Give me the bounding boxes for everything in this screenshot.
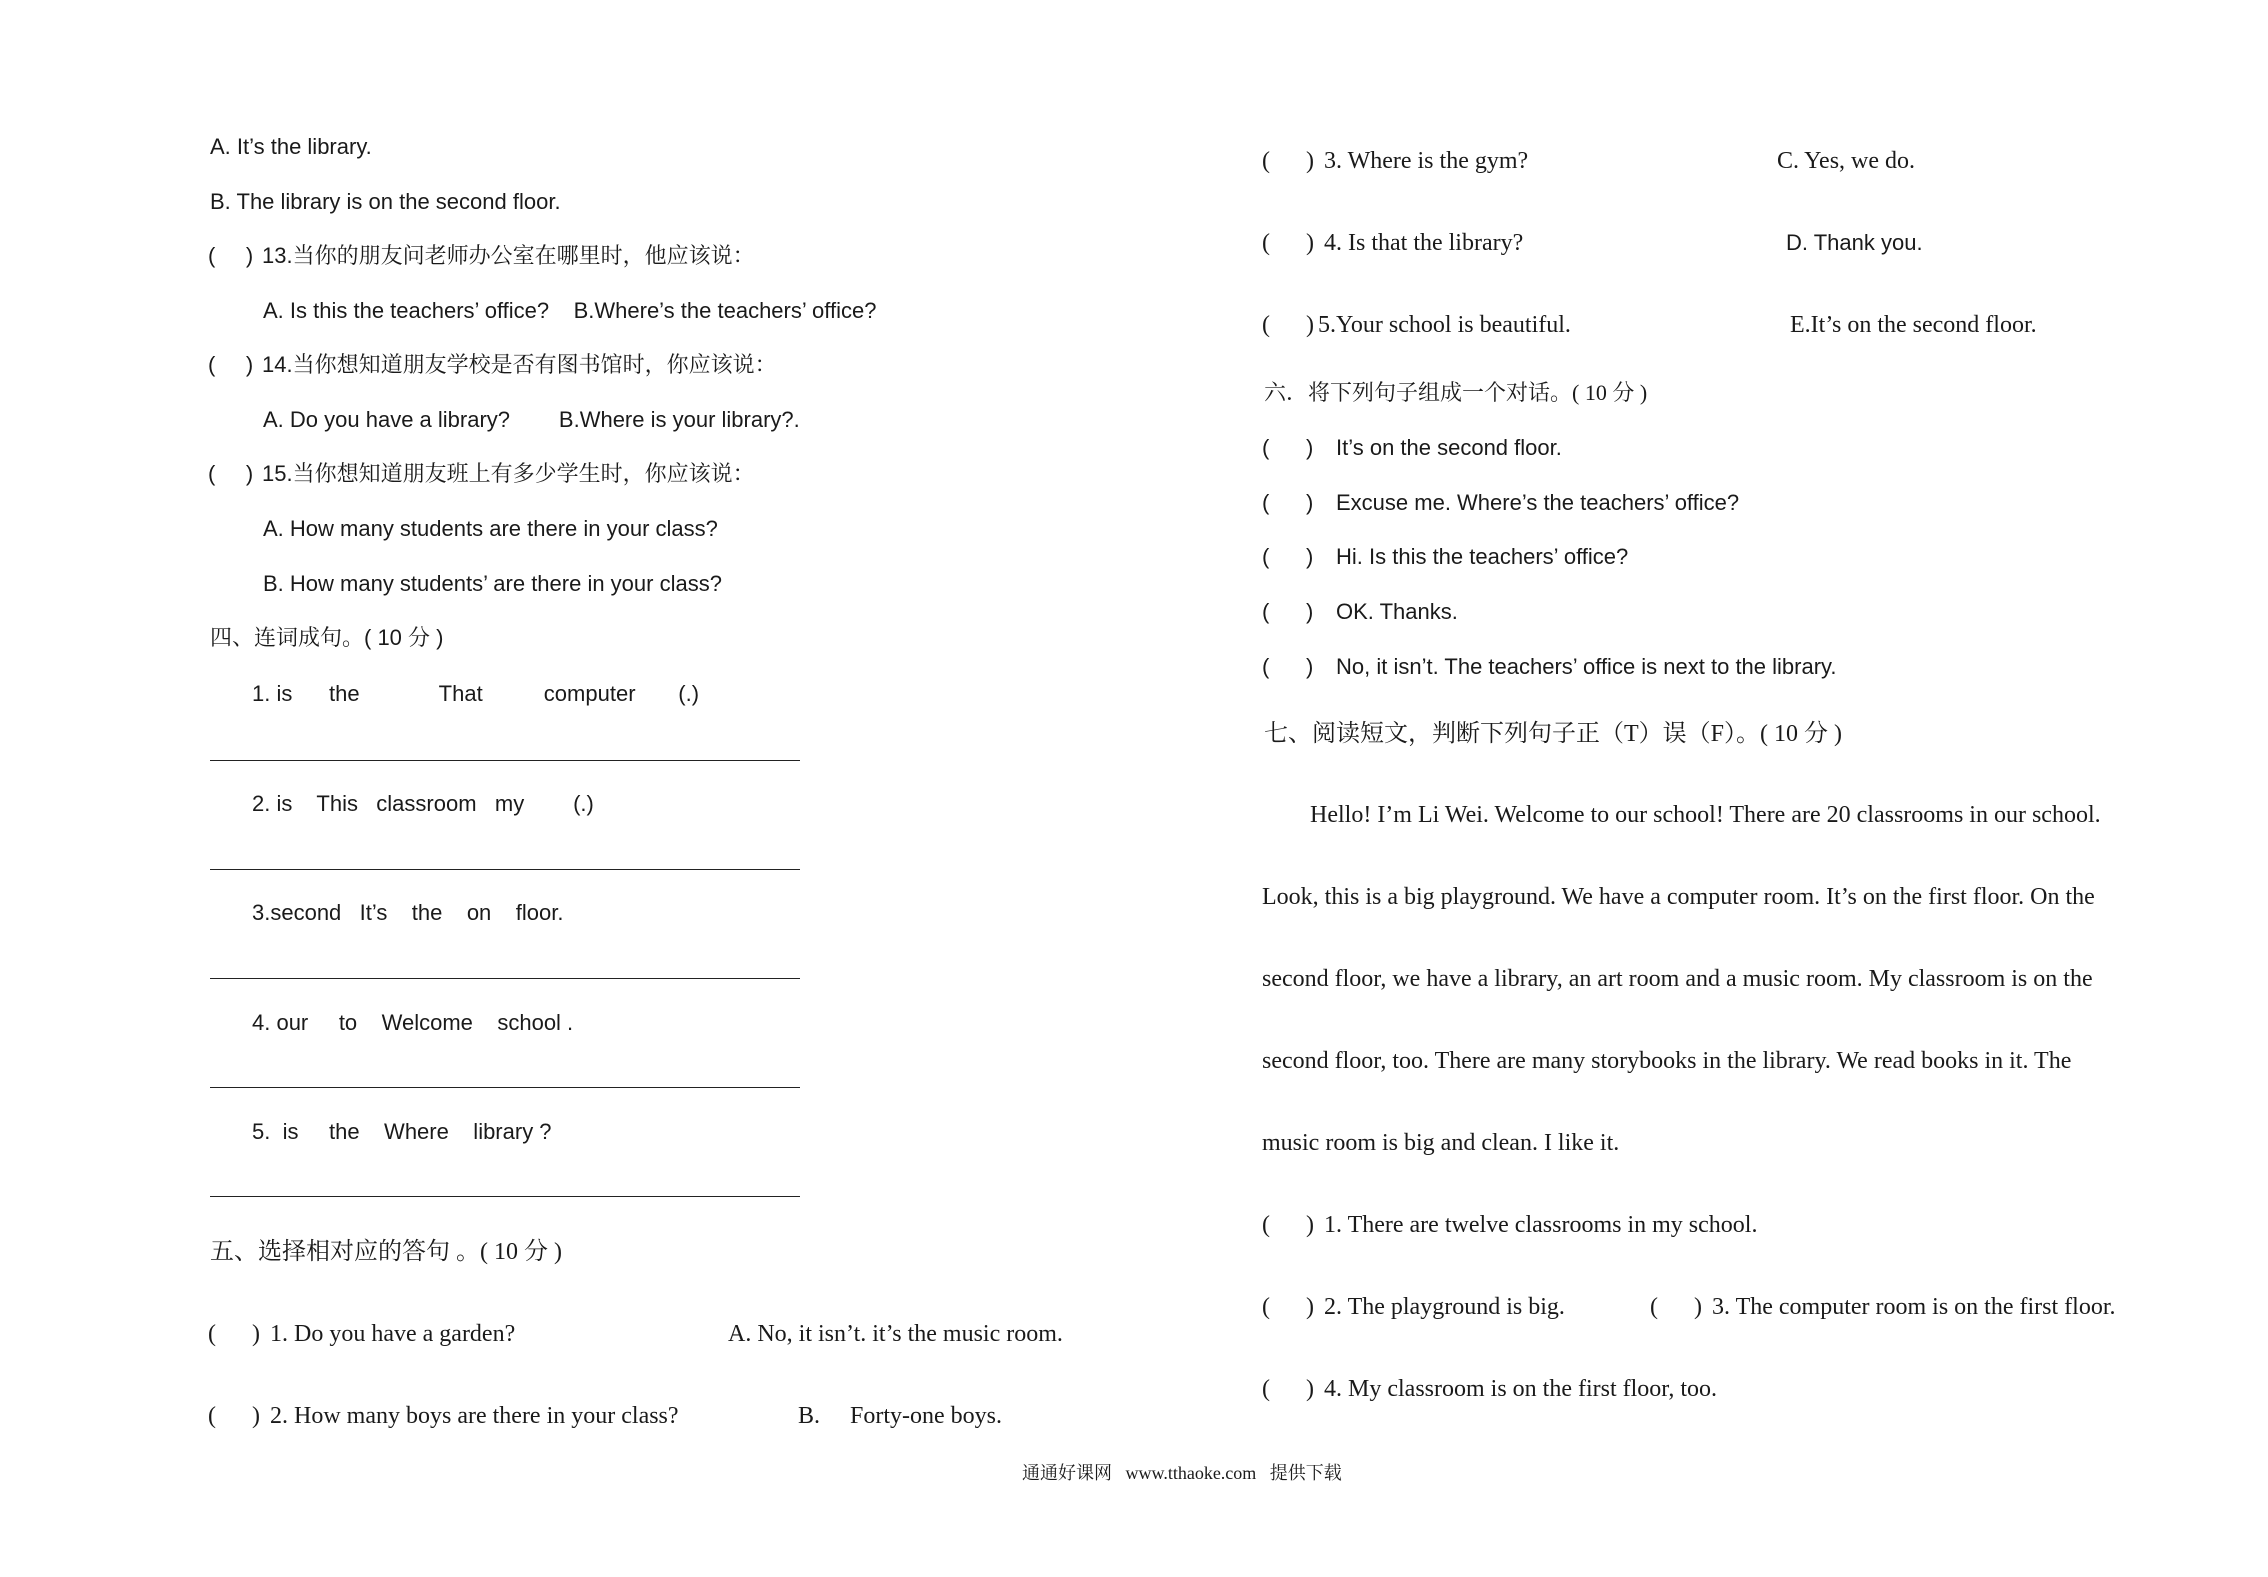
- sec5-question-4: 4. Is that the library?: [1324, 230, 1524, 256]
- answer-line[interactable]: [210, 1196, 800, 1197]
- word-order-item: 1. is the That computer (.): [252, 681, 700, 706]
- tf-statement-3: 3. The computer room is on the first floor.: [1712, 1294, 2116, 1320]
- dialogue-sentence: No, it isn’t. The teachers’ office is next to the library.: [1336, 654, 1837, 679]
- answer-blank[interactable]: ( ): [1262, 1376, 1314, 1402]
- sec5-answer-d: D. Thank you.: [1786, 230, 1923, 255]
- passage-line: Look, this is a big playground. We have a computer room. It’s on the first floor. On the: [1262, 884, 2095, 910]
- answer-blank[interactable]: ( ): [1262, 148, 1314, 174]
- tf-statement-4: 4. My classroom is on the first floor, too.: [1324, 1376, 1717, 1402]
- answer-blank[interactable]: ( ): [208, 1403, 260, 1429]
- sec5-question-3: 3. Where is the gym?: [1324, 148, 1529, 174]
- answer-blank[interactable]: ( ): [1262, 1294, 1314, 1320]
- sec5-answer-a: A. No, it isn’t. it’s the music room.: [728, 1321, 1063, 1347]
- answer-line[interactable]: [210, 1087, 800, 1088]
- answer-blank[interactable]: ( ): [208, 461, 254, 486]
- dialogue-sentence: Excuse me. Where’s the teachers’ office?: [1336, 490, 1740, 515]
- answer-blank[interactable]: ( ): [1262, 599, 1314, 624]
- q13-options: A. Is this the teachers’ office? B.Where’s the teachers’ office?: [263, 298, 877, 323]
- answer-blank[interactable]: ( ): [1650, 1294, 1702, 1320]
- answer-blank[interactable]: ( ): [1262, 490, 1314, 515]
- answer-blank[interactable]: ( ): [1262, 230, 1314, 256]
- q12-option-a: A. It’s the library.: [210, 134, 372, 159]
- passage-line: Hello! I’m Li Wei. Welcome to our school! There are 20 classrooms in our school.: [1310, 802, 2101, 828]
- answer-blank[interactable]: ( ): [208, 1321, 260, 1347]
- passage-line: second floor, too. There are many storybooks in the library. We read books in it. The: [1262, 1048, 2072, 1074]
- q13-text: 13.当你的朋友问老师办公室在哪里时，他应该说：: [262, 243, 755, 268]
- sec5-answer-e: E.It’s on the second floor.: [1790, 312, 2037, 338]
- word-order-item: 5. is the Where library ?: [252, 1119, 552, 1144]
- answer-blank[interactable]: ( ): [1262, 435, 1314, 460]
- section-6-title: 六．将下列句子组成一个对话。( 10 分 ): [1264, 380, 1648, 405]
- q15-option-a: A. How many students are there in your class?: [263, 516, 718, 541]
- answer-blank[interactable]: ( ): [1262, 544, 1314, 569]
- page-footer: 通通好课网 www.tthaoke.com 提供下载: [1022, 1463, 1342, 1483]
- q14-options: A. Do you have a library? B.Where is your library?.: [263, 407, 800, 432]
- section-4-title: 四、连词成句。( 10 分 ): [210, 625, 444, 650]
- answer-blank[interactable]: ( ): [1262, 312, 1314, 338]
- answer-blank[interactable]: ( ): [1262, 654, 1314, 679]
- q12-option-b: B. The library is on the second floor.: [210, 189, 561, 214]
- dialogue-sentence: It’s on the second floor.: [1336, 435, 1562, 460]
- sec5-question-5: 5.Your school is beautiful.: [1318, 312, 1571, 338]
- word-order-item: 4. our to Welcome school .: [252, 1010, 574, 1035]
- sec5-answer-b: B. Forty-one boys.: [798, 1403, 1002, 1429]
- answer-line[interactable]: [210, 869, 800, 870]
- sec5-question-1: 1. Do you have a garden?: [270, 1321, 516, 1347]
- sec5-question-2: 2. How many boys are there in your class?: [270, 1403, 679, 1429]
- answer-blank[interactable]: ( ): [1262, 1212, 1314, 1238]
- tf-statement-1: 1. There are twelve classrooms in my school.: [1324, 1212, 1758, 1238]
- answer-line[interactable]: [210, 978, 800, 979]
- answer-blank[interactable]: ( ): [208, 243, 254, 268]
- dialogue-sentence: OK. Thanks.: [1336, 599, 1458, 624]
- word-order-item: 3.second It’s the on floor.: [252, 900, 564, 925]
- answer-blank[interactable]: ( ): [208, 352, 254, 377]
- passage-line: second floor, we have a library, an art room and a music room. My classroom is on the: [1262, 966, 2093, 992]
- q15-option-b: B. How many students’ are there in your class?: [263, 571, 722, 596]
- sec5-answer-c: C. Yes, we do.: [1777, 148, 1916, 174]
- answer-line[interactable]: [210, 760, 800, 761]
- dialogue-sentence: Hi. Is this the teachers’ office?: [1336, 544, 1629, 569]
- passage-line: music room is big and clean. I like it.: [1262, 1130, 1620, 1156]
- tf-statement-2: 2. The playground is big.: [1324, 1294, 1565, 1320]
- word-order-item: 2. is This classroom my (.): [252, 791, 594, 816]
- q15-text: 15.当你想知道朋友班上有多少学生时，你应该说：: [262, 461, 755, 486]
- q14-text: 14.当你想知道朋友学校是否有图书馆时，你应该说：: [262, 352, 777, 377]
- section-7-title: 七、阅读短文，判断下列句子正（T）误（F）。( 10 分 ): [1264, 721, 1842, 747]
- section-5-title: 五、选择相对应的答句 。( 10 分 ): [210, 1239, 562, 1265]
